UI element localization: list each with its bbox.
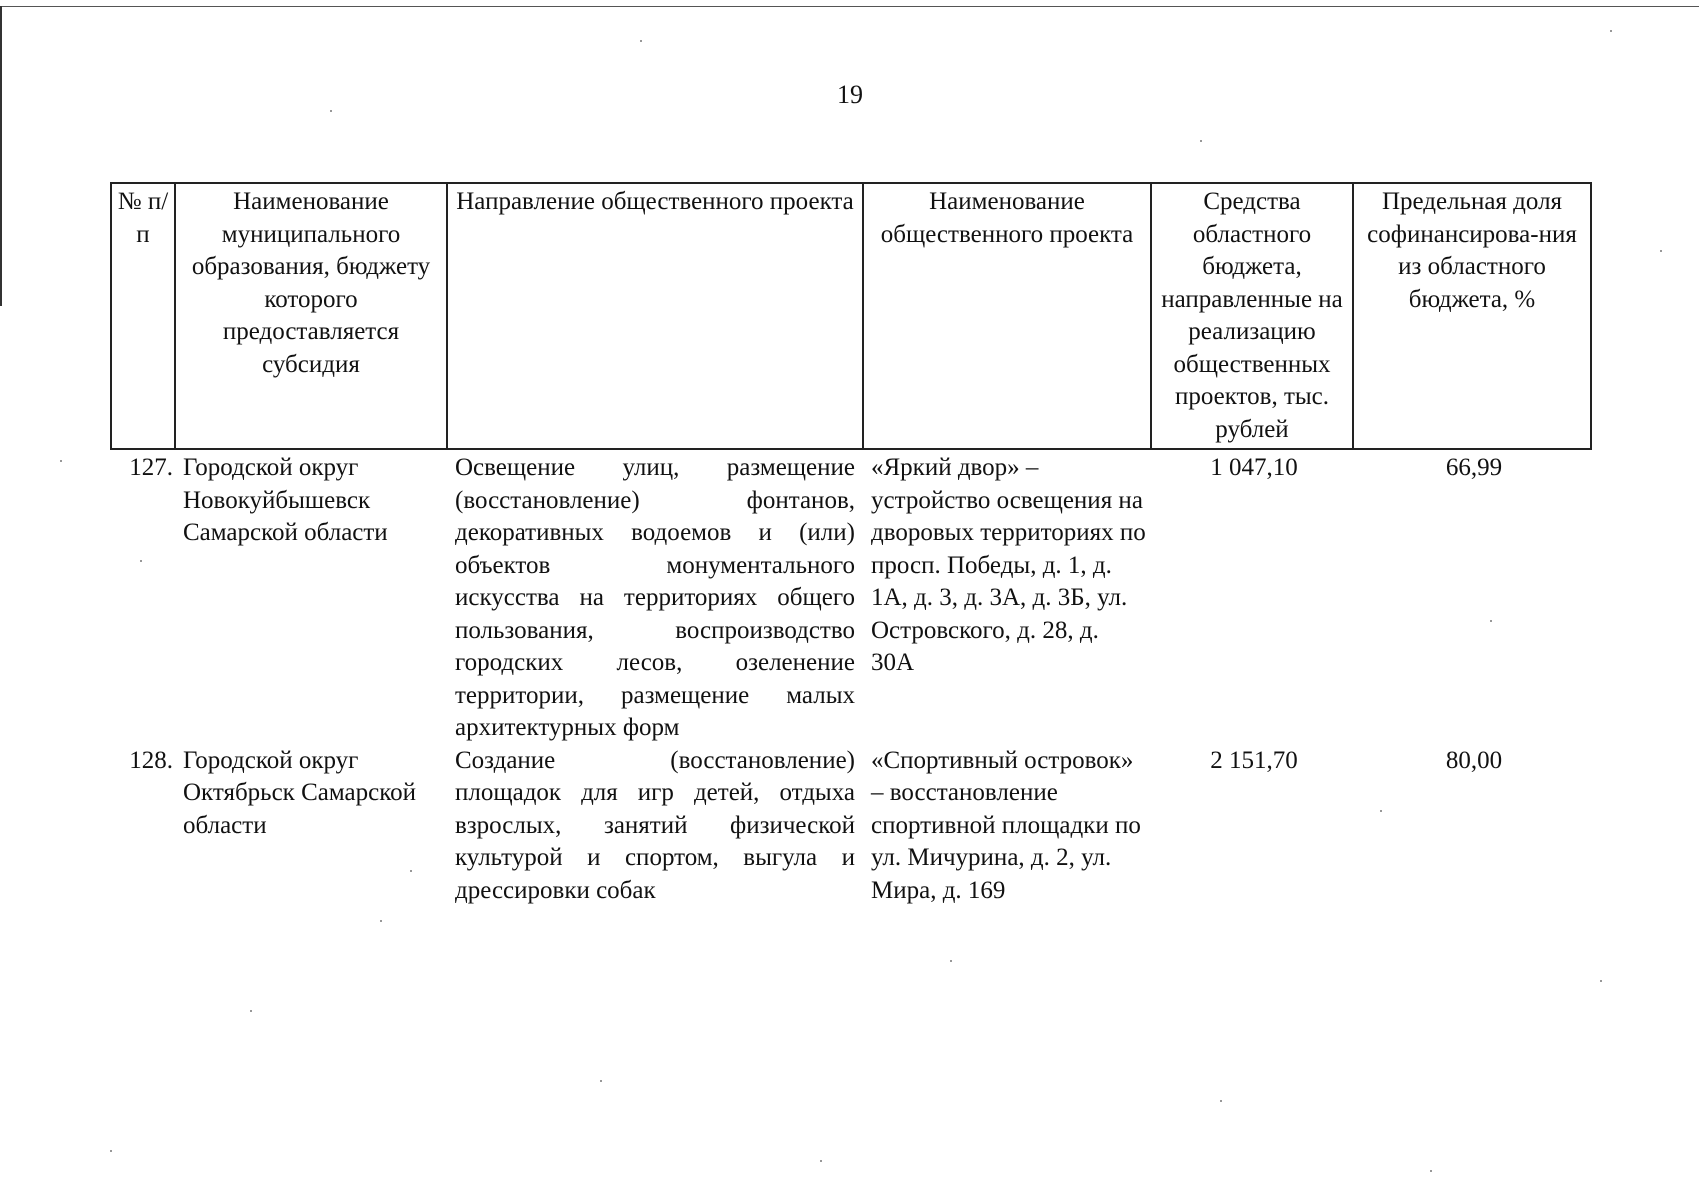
header-project-name: Наименование общественного проекта [863, 183, 1151, 449]
scan-speck [330, 110, 332, 112]
scan-speck [410, 870, 412, 872]
scan-speck [640, 40, 642, 42]
table-header-row [111, 183, 1591, 449]
subsidy-table [110, 182, 1592, 907]
row-num: 127. [129, 454, 173, 481]
row-municipality: Городской округ Новокуйбышевск Самарской области [183, 454, 388, 546]
scan-speck [1380, 810, 1382, 812]
scan-speck [1430, 1170, 1432, 1172]
scan-speck [600, 1080, 602, 1082]
row-funds: 2 151,70 [1210, 746, 1298, 774]
scan-speck [820, 1160, 822, 1162]
scan-border-left [0, 6, 2, 306]
row-share: 66,99 [1445, 454, 1503, 481]
scan-speck [1610, 30, 1612, 32]
row-direction: Создание (восстановление) площадок для игр детей, отдыха взрослых, занятий физической культурой и спортом, выгула и дрессировки собак [455, 746, 855, 904]
scan-speck [950, 960, 952, 962]
header-num: № п/п [111, 183, 175, 449]
header-direction: Направление общественного проекта [447, 183, 863, 449]
scan-speck [250, 1010, 252, 1012]
row-num: 128. [129, 746, 173, 774]
table-row [111, 449, 1591, 745]
scan-speck [1490, 620, 1492, 622]
row-share: 80,00 [1445, 746, 1503, 774]
scan-speck [1660, 250, 1662, 252]
row-direction: Освещение улиц, размещение (восстановление) фонтанов, декоративных водоемов и (или) объектов монументального искусства на территориях общего пользования, воспроизводство городских лесов, озеленение территории, размещение малых архитектурных форм [455, 454, 855, 741]
header-funds: Средства областного бюджета, направленные на реализацию общественных проектов, тыс. рублей [1151, 183, 1353, 449]
table-row [111, 745, 1591, 908]
scan-speck [1600, 980, 1602, 982]
scan-speck [1220, 1100, 1222, 1102]
header-municipality: Наименование муниципального образования, бюджету которого предоставляется субсидия [175, 183, 447, 449]
scan-speck [140, 560, 142, 562]
page-number: 19 [837, 80, 863, 109]
scan-speck [380, 920, 382, 922]
scan-speck [1200, 140, 1202, 142]
scan-speck [110, 1150, 112, 1152]
row-project-name: «Яркий двор» – устройство освещения на дворовых территориях по просп. Победы, д. 1, д. 1А, д. 3, д. 3А, д. 3Б, ул. Островского, д. 28, д. 30А [871, 454, 1146, 676]
row-municipality: Городской округ Октябрьск Самарской области [183, 746, 416, 839]
header-share: Предельная доля софинансирова-ния из областного бюджета, % [1353, 183, 1591, 449]
scan-border-top [0, 6, 1699, 7]
scan-speck [60, 460, 62, 462]
row-project-name: «Спортивный островок» – восстановление спортивной площадки по ул. Мичурина, д. 2, ул. Мира, д. 169 [871, 746, 1141, 904]
row-funds: 1 047,10 [1210, 454, 1298, 481]
